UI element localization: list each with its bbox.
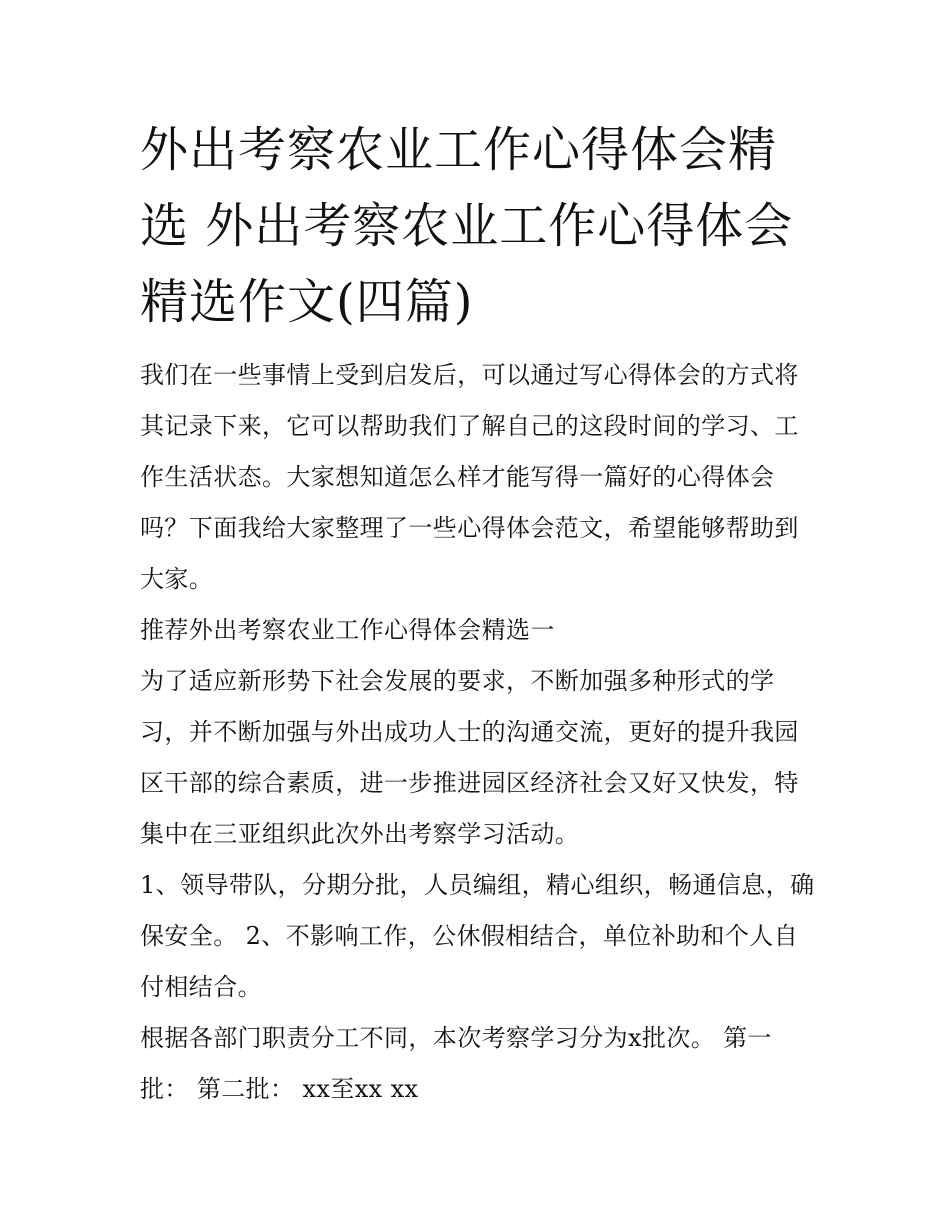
document-page xyxy=(140,112,820,1115)
body-paragraph-purpose: 为了适应新形势下社会发展的要求，不断加强多种形式的学习，并不断加强与外出成功人士的沟通交流，更好的提升我园区干部的综合素质，进一步推进园区经济社会又好又快发，特集中在三亚组织此次外出考察学习活动。 xyxy=(140,667,799,848)
body-paragraph-batches: 根据各部门职责分工不同，本次考察学习分为x批次。 第一批： 第二批： xx至xx xx xyxy=(140,1024,772,1103)
document-body xyxy=(140,350,820,1115)
body-paragraph-principles: 1、领导带队，分期分批，人员编组，精心组织，畅通信息，确保安全。 2、不影响工作，公休假相结合，单位补助和个人自付相结合。 xyxy=(140,871,815,1001)
document-title: 外出考察农业工作心得体会精选 外出考察农业工作心得体会精选作文(四篇) xyxy=(140,122,794,330)
section-heading: 推荐外出考察农业工作心得体会精选一 xyxy=(140,616,555,644)
intro-paragraph: 我们在一些事情上受到启发后，可以通过写心得体会的方式将其记录下来，它可以帮助我们了解自己的这段时间的学习、工作生活状态。大家想知道怎么样才能写得一篇好的心得体会吗？下面我给大家整理了一些心得体会范文，希望能够帮助到大家。 xyxy=(140,361,799,593)
